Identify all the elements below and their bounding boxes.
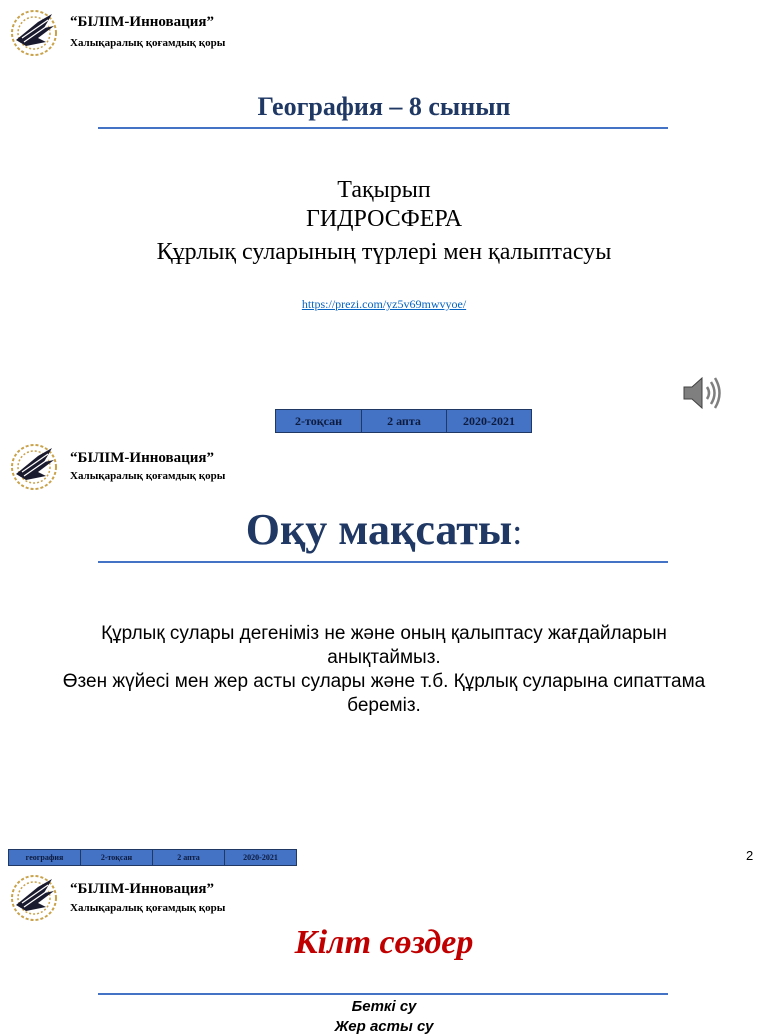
keywords-title: Кілт сөздер — [294, 924, 474, 961]
slide-1 — [0, 0, 768, 438]
slide-3 — [0, 868, 768, 1035]
org-name: “БІЛІМ-Инновация” — [70, 450, 215, 466]
org-name: “БІЛІМ-Инновация” — [70, 14, 215, 30]
subject-cell: география — [9, 850, 81, 866]
topic-sub: Құрлық суларының түрлері мен қалыптасуы — [156, 239, 612, 265]
org-subtitle: Халықаралық қоғамдық қоры — [70, 902, 226, 914]
learning-goal-title-text: Оқу мақсаты — [245, 505, 513, 554]
term-cell: 2-тоқсан — [81, 850, 153, 866]
title-colon: : — [512, 512, 523, 552]
bird-logo-icon — [8, 442, 60, 492]
info-table — [275, 409, 532, 433]
week-cell: 2 апта — [153, 850, 225, 866]
bird-logo-icon — [8, 873, 60, 923]
topic-label: Тақырып — [337, 177, 431, 203]
keyword-item: Беткі су — [351, 998, 417, 1015]
prezi-link[interactable]: https://prezi.com/yz5v69mwvyoe/ — [301, 297, 467, 311]
term-cell: 2-тоқсан — [276, 410, 362, 433]
year-cell: 2020-2021 — [225, 850, 297, 866]
goal-paragraph: Құрлық сулары дегеніміз не және оның қалыптасу жағдайларын анықтаймыз. — [101, 623, 667, 668]
learning-goal-body — [60, 622, 708, 718]
org-name: “БІЛІМ-Инновация” — [70, 881, 215, 897]
title-underline — [98, 993, 668, 995]
page-number: 2 — [746, 848, 754, 863]
org-subtitle: Халықаралық қоғамдық қоры — [70, 470, 226, 482]
bird-logo-icon — [8, 8, 60, 58]
org-subtitle: Халықаралық қоғамдық қоры — [70, 37, 226, 49]
week-cell: 2 апта — [362, 410, 447, 433]
goal-paragraph: Өзен жүйесі мен жер асты сулары және т.б. Құрлық суларына сипаттама береміз. — [62, 671, 706, 716]
keyword-item: Жер асты су — [334, 1018, 434, 1035]
year-cell: 2020-2021 — [447, 410, 532, 433]
learning-goal-title — [0, 504, 768, 555]
page-title: География – 8 сынып — [257, 92, 511, 121]
info-table — [8, 849, 297, 866]
topic-main: ГИДРОСФЕРА — [305, 206, 463, 232]
title-underline — [98, 561, 668, 563]
speaker-icon[interactable] — [680, 372, 722, 414]
title-underline — [98, 127, 668, 129]
slide-2 — [0, 438, 768, 868]
